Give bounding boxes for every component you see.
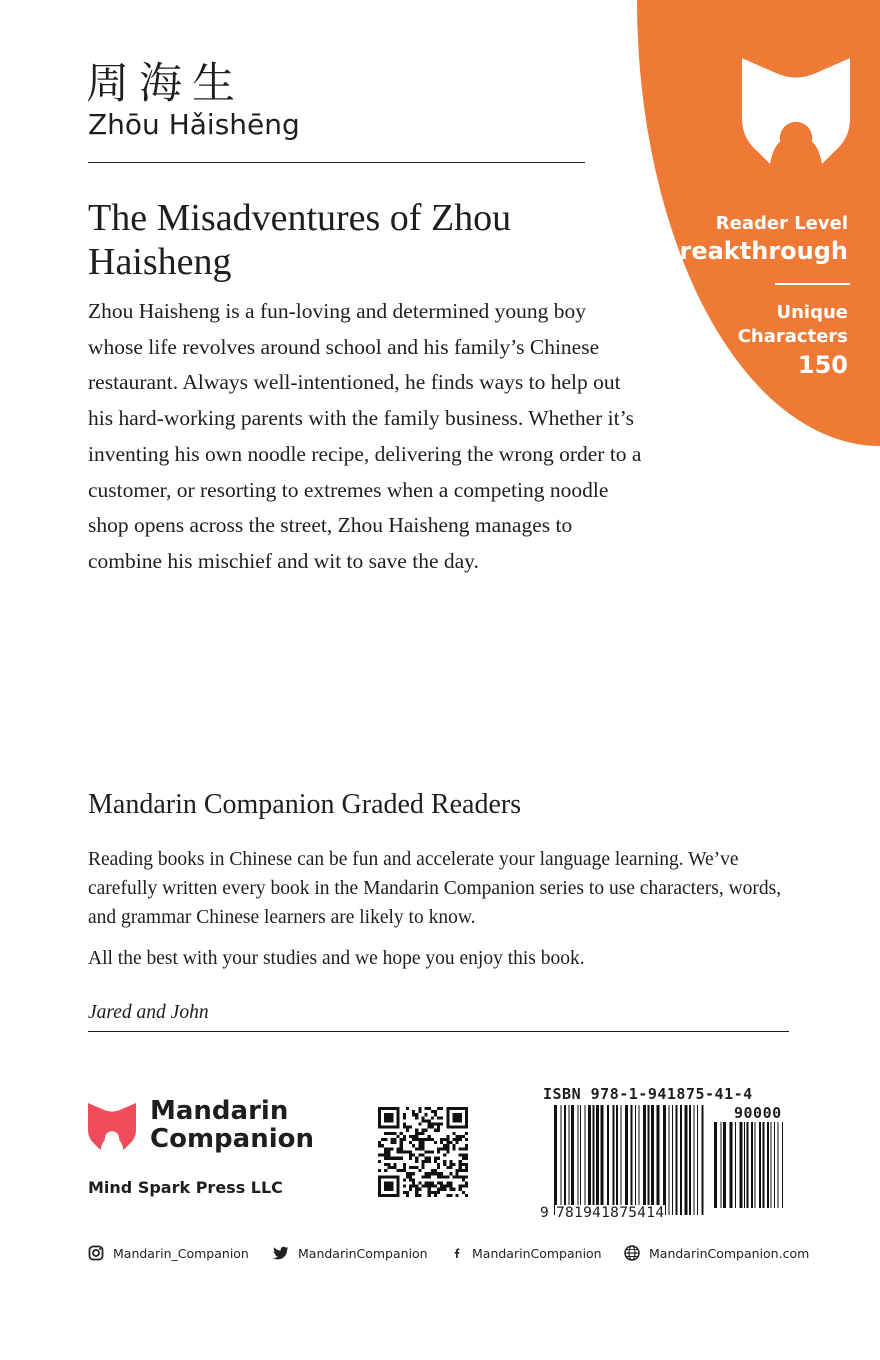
chinese-title: 周海生 xyxy=(86,59,245,109)
series-paragraph-2: All the best with your studies and we hope you enjoy this book. xyxy=(88,948,585,969)
facebook-icon xyxy=(452,1245,462,1261)
reader-level-badge xyxy=(637,0,880,446)
pinyin-title: Zhōu Hǎishēng xyxy=(88,108,300,141)
social-facebook[interactable] xyxy=(452,1245,602,1261)
social-instagram[interactable] xyxy=(88,1245,249,1261)
social-links xyxy=(88,1245,818,1267)
signature: Jared and John xyxy=(88,1002,209,1023)
signature-divider xyxy=(88,1031,789,1032)
isbn-barcode xyxy=(553,1105,705,1215)
instagram-icon xyxy=(88,1245,104,1261)
social-label: MandarinCompanion xyxy=(298,1245,428,1261)
header-divider xyxy=(88,162,585,163)
brand-name-line-2: Companion xyxy=(150,1124,314,1154)
barcode-lead-digit: 9 xyxy=(540,1205,549,1221)
publisher-name: Mind Spark Press LLC xyxy=(88,1178,283,1197)
price-addon-barcode xyxy=(713,1122,785,1208)
globe-icon xyxy=(624,1245,640,1261)
mandarin-companion-logo-icon xyxy=(742,56,850,164)
badge-divider xyxy=(775,283,850,285)
reader-level-label: Reader Level xyxy=(715,213,848,234)
twitter-icon xyxy=(273,1245,289,1261)
reader-level-value: Breakthrough xyxy=(661,237,848,265)
book-synopsis: Zhou Haisheng is a fun-loving and determined young boy whose life revolves around school and his family’s Chinese restaurant. Always well-intentioned, he finds ways to help out his hard-working parents with the family business. Whether it’s inventing his own noodle recipe, delivering the wrong order to a customer, or resorting to extremes when a competing noodle shop opens across the street, Zhou Haisheng manages to combine his mischief and wit to save the day. xyxy=(88,299,642,573)
isbn-label: ISBN 978-1-941875-41-4 xyxy=(543,1085,753,1103)
qr-code[interactable] xyxy=(378,1107,468,1197)
social-label: MandarinCompanion.com xyxy=(649,1245,810,1261)
barcode-digits: 781941875414 xyxy=(556,1205,665,1221)
series-title: Mandarin Companion Graded Readers xyxy=(88,789,522,820)
mandarin-companion-logo-icon xyxy=(88,1102,136,1150)
series-paragraph-1: Reading books in Chinese can be fun and accelerate your language learning. We’ve carefully written every book in the Mandarin Companion series to use characters, words, and grammar Chinese learners are likely to know. xyxy=(88,849,782,928)
brand-name xyxy=(150,1097,314,1153)
social-label: Mandarin_Companion xyxy=(113,1245,249,1261)
social-label: MandarinCompanion xyxy=(472,1245,602,1261)
brand-name-line-1: Mandarin xyxy=(150,1096,289,1126)
unique-characters-value: 150 xyxy=(797,351,848,379)
social-twitter[interactable] xyxy=(273,1245,428,1261)
unique-characters-label: Unique Characters xyxy=(737,302,848,347)
book-title: The Misadventures of Zhou Haisheng xyxy=(88,197,512,283)
social-website[interactable] xyxy=(624,1245,809,1261)
price-code: 90000 xyxy=(734,1104,782,1122)
